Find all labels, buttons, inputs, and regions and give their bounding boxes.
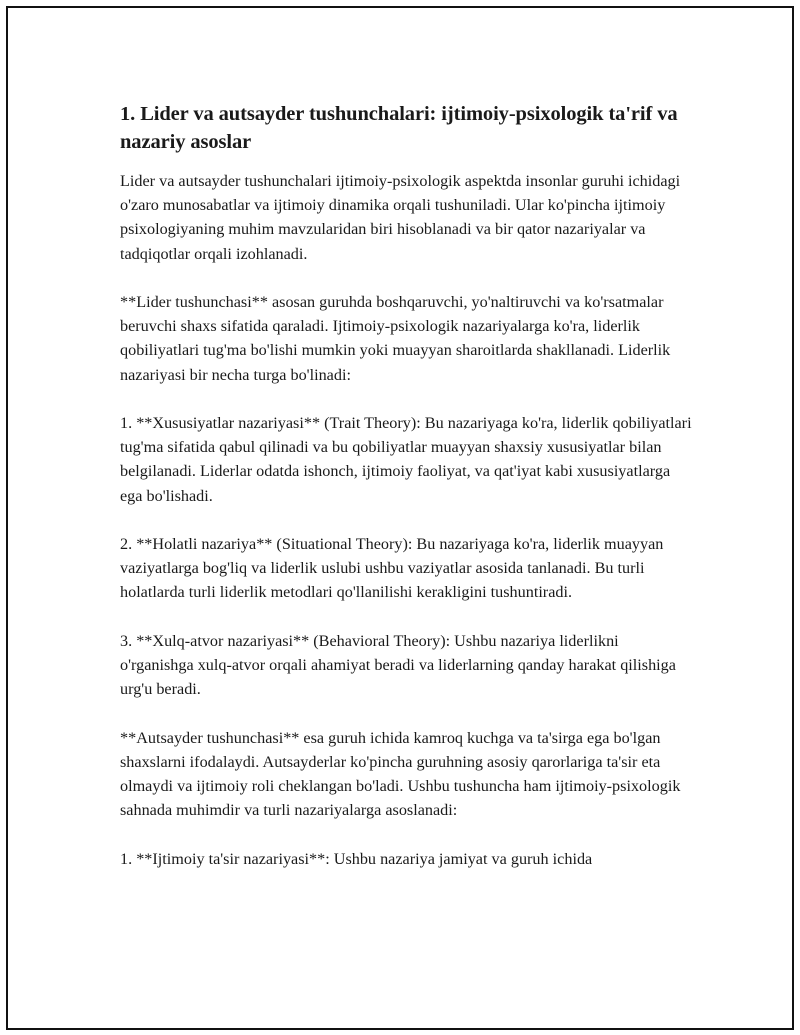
paragraph-gap: [120, 822, 692, 846]
paragraph-gap: [120, 605, 692, 629]
paragraph-intro: Lider va autsayder tushunchalari ijtimoiy-psixologik aspektda insonlar guruhi ichidagi o'zaro munosabatlar va ijtimoiy dinamika orqali tushuniladi. Ular ko'pincha ijtimoiy psixologiyaning muhim mavzularidan biri hisoblanadi va bir qator nazariyalar va tadqiqotlar orqali izohlanadi.: [120, 172, 685, 263]
document-body: [120, 100, 696, 871]
document-page: [6, 6, 794, 1030]
paragraph-leader-concept: **Lider tushunchasi** asosan guruhda boshqaruvchi, yo'naltiruvchi va ko'rsatmalar beruvchi shaxs sifatida qaraladi. Ijtimoiy-psixologik nazariyalarga ko'ra, liderlik qobiliyatlari tug'ma bo'lishi mumkin yoki muayyan sharoitlarda shakllanadi. Liderlik nazariyasi bir necha turga bo'linadi:: [120, 293, 675, 384]
paragraph-social-influence-theory: 1. **Ijtimoiy ta'sir nazariyasi**: Ushbu nazariya jamiyat va guruh ichida: [120, 849, 593, 868]
paragraph-situational-theory: 2. **Holatli nazariya** (Situational Theory): Bu nazariyaga ko'ra, liderlik muayyan vaziyatlarga bog'liq va liderlik uslubi ushbu vaziyatlar asosida tanlanadi. Bu turli holatlarda turli liderlik metodlari qo'llanilishi kerakligini tushuntiradi.: [120, 535, 668, 602]
paragraph-trait-theory: 1. **Xususiyatlar nazariyasi** (Trait Theory): Bu nazariyaga ko'ra, liderlik qobiliyatlari tug'ma sifatida qabul qilinadi va bu qobiliyatlar muayyan shaxsiy xususiyatlar bilan belgilanadi. Liderlar odatda ishonch, ijtimoiy faoliyat, va qat'iyat kabi xususiyatlarga ega bo'lishadi.: [120, 414, 696, 505]
section-heading: 1. Lider va autsayder tushunchalari: ijtimoiy-psixologik ta'rif va nazariy asoslar: [120, 103, 678, 153]
paragraph-gap: [120, 508, 692, 532]
paragraph-gap: [120, 701, 692, 725]
paragraph-gap: [120, 387, 692, 411]
paragraph-outsider-concept: **Autsayder tushunchasi** esa guruh ichida kamroq kuchga va ta'sirga ega bo'lgan shaxslarni ifodalaydi. Autsayderlar ko'pincha guruhning asosiy qarorlariga ta'sir eta olmaydi va ijtimoiy roli cheklangan bo'ladi. Ushbu tushuncha ham ijtimoiy-psixologik sahnada muhimdir va turli nazariyalarga asoslanadi:: [120, 728, 685, 820]
paragraph-behavioral-theory: 3. **Xulq-atvor nazariyasi** (Behavioral Theory): Ushbu nazariya liderlikni o'rganishga xulq-atvor orqali ahamiyat beradi va liderlarning qanday harakat qilishiga urg'u beradi.: [120, 631, 681, 699]
paragraph-gap: [120, 266, 692, 290]
